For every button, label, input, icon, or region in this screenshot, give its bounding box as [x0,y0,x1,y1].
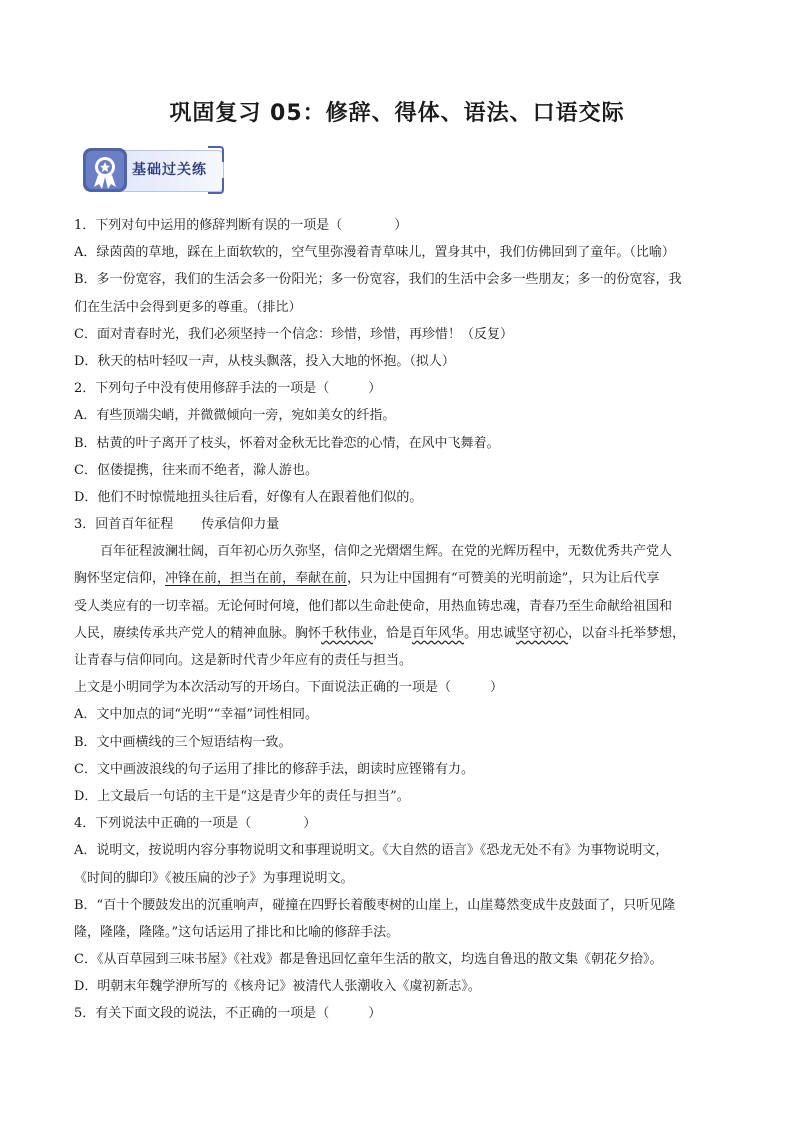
question-4-option-b: B．“百十个腰鼓发出的沉重响声，碰撞在四野长着酸枣树的山崖上，山崖蓦然变成牛皮鼓面了，只听见隆 [74,897,676,913]
question-1-option-c: C．面对青春时光，我们必须坚持一个信念：珍惜，珍惜，再珍惜！（反复） [74,326,513,342]
badge-label: 基础过关练 [132,162,207,178]
passage-line: 让青春与信仰同向。这是新时代青少年应有的责任与担当。 [74,653,413,668]
question-3-stem: 上文是小明同学为本次活动写的开场白。下面说法正确的一项是（ ） [74,680,504,696]
passage-text: ，以奋斗托举梦想， [568,625,686,641]
passage-text: 人民，赓续传承共产党人的精神血脉。胸怀 [74,625,322,641]
wavy-underlined-phrase: 千秋伟业 [321,625,374,641]
question-3-option-a: A．文中加点的词“光明”“幸福”词性相同。 [74,707,318,723]
page-title: 巩固复习 05：修辞、得体、语法、口语交际 [169,101,625,126]
passage-line [74,620,724,647]
question-4-option-a-cont: 《时间的脚印》《被压扁的沙子》为事理说明文。 [74,870,354,886]
question-2-option-c: C．伛偻提携，往来而不绝者，滁人游也。 [74,462,318,478]
question-3-heading-part: 传承信仰力量 [201,517,280,533]
badge-corner-decoration [208,146,224,162]
question-3-option-c: C．文中画波浪线的句子运用了排比的修辞手法，朗读时应铿锵有力。 [74,761,474,777]
passage-line: 受人类应有的一切幸福。无论何时何境，他们都以生命赴使命，用热血铸忠魂，青春乃至生命献给祖国和 [74,598,673,614]
question-4-option-a: A．说明文，按说明内容分事物说明文和事理说明文。《大自然的语言》《恐龙无处不有》为事物说明文， [74,843,669,859]
section-badge [80,145,222,195]
question-3-option-b: B．文中画横线的三个短语结构一致。 [74,734,292,750]
question-1-option-a: A．绿茵茵的草地，踩在上面软软的，空气里弥漫着青草味儿，置身其中，我们仿佛回到了童年。（比喻） [74,245,675,261]
question-3-heading [74,511,724,538]
question-5-stem: 5．有关下面文段的说法，不正确的一项是（ ） [74,1006,382,1022]
question-2-option-b: B．枯黄的叶子离开了枝头，怀着对金秋无比眷恋的心情，在风中飞舞着。 [74,435,500,451]
passage-text: ，只为让中国拥有“可赞美的光明前途”，只为让后代享 [347,571,660,587]
question-1-option-b: B．多一份宽容，我们的生活会多一份阳光；多一份宽容，我们的生活中会多一些朋友；多一的份宽容，我 [74,272,682,288]
wavy-underlined-phrase: 百年风华 [412,625,465,641]
question-3-heading-part: 3．回首百年征程 [74,517,174,533]
badge-corner-decoration [208,178,224,194]
question-2-option-d: D．他们不时惊慌地扭头往后看，好像有人在跟着他们似的。 [74,489,423,505]
medal-icon [80,145,130,195]
question-3-option-d: D．上文最后一句话的主干是“这是青少年的责任与担当”。 [74,788,410,804]
question-4-option-d: D．明朝末年魏学洢所写的《核舟记》被清代人张潮收入《虞初新志》。 [74,979,481,995]
question-2-stem: 2．下列句子中没有使用修辞手法的一项是（ ） [74,381,382,397]
question-content [74,212,724,1028]
passage-text: 胸怀坚定信仰， [74,571,166,587]
passage-text: 。用忠诚 [464,625,517,641]
question-4-option-c: C．《从百草园到三味书屋》《社戏》都是鲁迅回忆童年生活的散文，均选自鲁迅的散文集《朝花夕拾》。 [74,952,663,968]
underlined-phrase: 冲锋在前，担当在前，奉献在前 [165,571,348,587]
question-2-option-a: A．有些顶端尖峭，并微微倾向一旁，宛如美女的纤指。 [74,408,396,424]
wavy-underlined-phrase: 坚守初心 [516,625,569,641]
question-4-option-b-cont: 隆，隆隆，隆隆。”这句话运用了排比和比喻的修辞手法。 [74,924,400,940]
passage-line [74,565,724,592]
passage-text: ，恰是 [373,625,413,641]
passage-line: 百年征程波澜壮阔，百年初心历久弥坚，信仰之光熠熠生辉。在党的光辉历程中，无数优秀共产党人 [100,544,673,560]
question-1-option-b-cont: 们在生活中会得到更多的尊重。（排比） [74,299,302,315]
question-4-stem: 4．下列说法中正确的一项是（ ） [74,816,317,832]
question-1-stem: 1．下列对句中运用的修辞判断有误的一项是（ ） [74,218,408,233]
question-1-option-d: D．秋天的枯叶轻叹一声，从枝头飘落，投入大地的怀抱。（拟人） [74,353,455,369]
